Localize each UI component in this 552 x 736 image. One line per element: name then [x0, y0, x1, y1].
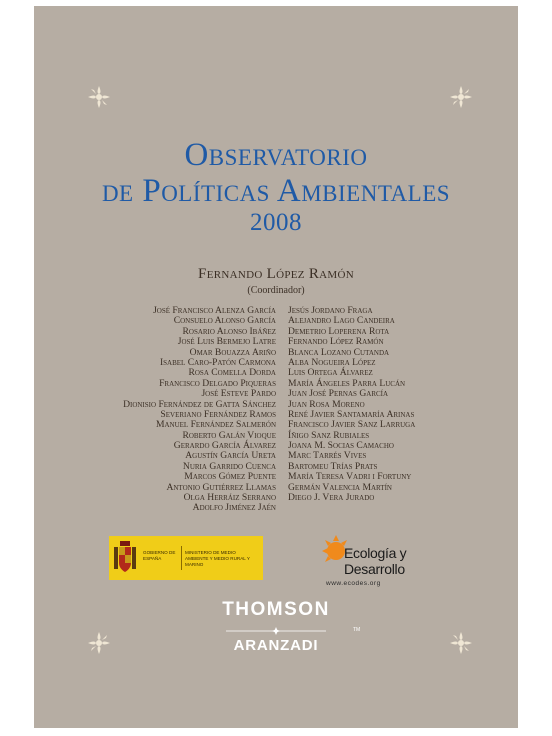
author-name: Marcos Gómez Puente — [184, 471, 276, 483]
ecodes-website: www.ecodes.org — [326, 580, 381, 587]
authors-right-column — [288, 306, 415, 503]
ministry-right-text: MINISTERIO DE MEDIO AMBIENTE Y MEDIO RURAL Y MARINO — [185, 550, 250, 567]
author-name: Alba Nogueira López — [288, 356, 376, 368]
author-name: José Francisco Alenza García — [153, 305, 276, 316]
author-name: José Luis Bermejo Latre — [177, 336, 276, 348]
author-name: Demetrio Loperena Rota — [288, 325, 390, 337]
coordinator-role: (Coordinador) — [247, 285, 305, 296]
author-name: Rosa Comella Dorda — [188, 367, 276, 379]
publisher-trademark: TM — [353, 627, 361, 633]
author-name: Dionisio Fernández de Gatta Sánchez — [123, 398, 276, 410]
cover-year: 2008 — [250, 209, 302, 236]
author-name: Nuria Garrido Cuenca — [182, 460, 276, 472]
author-name: Diego J. Vera Jurado — [288, 492, 375, 504]
author-name: Agustín García Ureta — [185, 450, 276, 462]
cover-title-line2: de Políticas Ambientales — [101, 173, 451, 209]
publisher-thomson: THOMSON — [222, 599, 330, 620]
author-name: María Ángeles Parra Lucán — [288, 377, 406, 389]
ministry-divider — [181, 546, 182, 570]
ecodes-line2: Desarrollo — [344, 561, 405, 577]
author-name: Bartomeu Trías Prats — [288, 460, 378, 472]
author-name: Manuel Fernández Salmerón — [155, 419, 276, 431]
fleuron-ornament-icon — [448, 84, 474, 110]
author-name: Joana M. Socias Camacho — [288, 440, 394, 452]
fleuron-ornament-icon — [86, 84, 112, 110]
author-name: Íñigo Sanz Rubiales — [288, 429, 370, 441]
author-name: María Teresa Vadri i Fortuny — [288, 471, 412, 483]
author-name: Antonio Gutiérrez Llamas — [166, 481, 276, 493]
author-name: Juan José Pernas García — [288, 388, 389, 400]
ministry-logo — [109, 536, 263, 580]
authors-left-column — [123, 306, 276, 514]
author-name: Severiano Fernández Ramos — [160, 408, 276, 420]
author-name: Fernando López Ramón — [288, 336, 384, 348]
author-name: Germán Valencia Martín — [288, 481, 392, 493]
ministry-left-text: GOBIERNO DE ESPAÑA — [143, 550, 176, 561]
author-name: Marc Tarrés Vives — [288, 450, 367, 462]
author-name: Juan Rosa Moreno — [288, 398, 365, 410]
author-name: Francisco Javier Sanz Larruga — [288, 419, 416, 431]
author-name: Consuelo Alonso García — [173, 315, 276, 327]
author-name: Blanca Lozano Cutanda — [288, 346, 390, 358]
author-name: Rosario Alonso Ibáñez — [182, 325, 276, 337]
publisher-aranzadi: ARANZADI — [233, 637, 319, 654]
author-name: Roberto Galán Vioque — [182, 429, 276, 441]
author-name: René Javier Santamaría Arinas — [288, 408, 415, 420]
cover-title-line1: Observatorio — [184, 137, 368, 173]
author-name: Isabel Caro-Patón Carmona — [159, 356, 276, 368]
coordinator-name: Fernando López Ramón — [198, 266, 354, 282]
author-name: Olga Herráiz Serrano — [183, 492, 276, 504]
author-name: José Esteve Pardo — [201, 388, 276, 400]
author-name: Francisco Delgado Piqueras — [159, 377, 276, 389]
star-icon — [226, 627, 326, 635]
coat-of-arms-icon — [112, 539, 138, 577]
author-name: Luis Ortega Álvarez — [288, 367, 373, 379]
author-name: Alejandro Lago Candeira — [288, 315, 395, 327]
author-name: Omar Bouazza Ariño — [189, 346, 276, 358]
ecodes-logo — [322, 535, 422, 589]
author-name: Gerardo García Álvarez — [173, 440, 276, 452]
author-name: Jesús Jordano Fraga — [288, 305, 373, 316]
author-name: Adolfo Jiménez Jaén — [192, 502, 276, 514]
ecodes-line1: Ecología y — [344, 545, 407, 561]
